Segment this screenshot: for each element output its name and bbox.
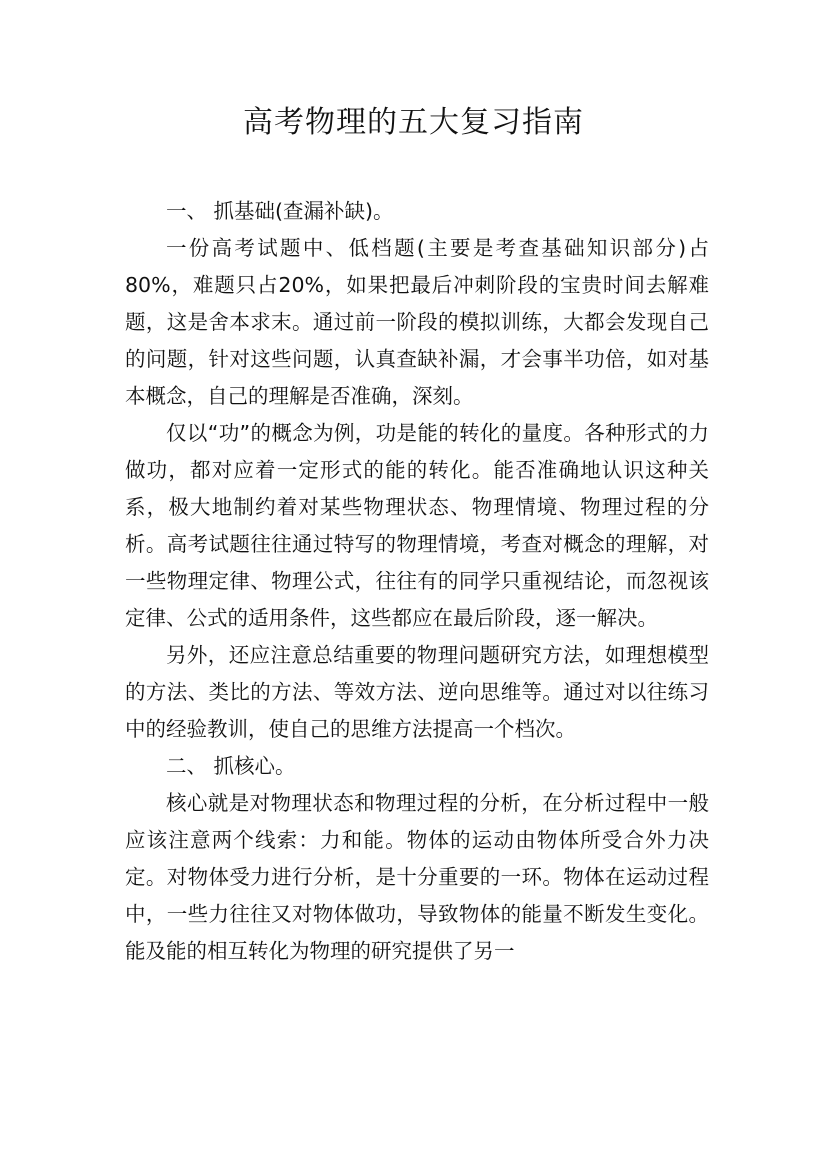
paragraph: 一份高考试题中、低档题(主要是考查基础知识部分)占80%，难题只占20%，如果把最后冲刺阶段的宝贵时间去解难题，这是舍本求末。通过前一阶段的模拟训练，大都会发现自己的问题，针对这些问题，认真查缺补漏，才会事半功倍，如对基本概念，自己的理解是否准确，深刻。 xyxy=(125,236,709,408)
paragraph: 核心就是对物理状态和物理过程的分析，在分析过程中一般应该注意两个线索：力和能。物体的运动由物体所受合外力决定。对物体受力进行分析，是十分重要的一环。物体在运动过程中，一些力往往又对物体做功，导致物体的能量不断发生变化。能及能的相互转化为物理的研究提供了另一 xyxy=(125,791,709,963)
section-heading-2: 二、 抓核心。 xyxy=(166,754,296,778)
document-body xyxy=(125,193,709,970)
section-heading-1: 一、 抓基础(查漏补缺)。 xyxy=(166,199,394,223)
paragraph: 另外，还应注意总结重要的物理问题研究方法，如理想模型的方法、类比的方法、等效方法、逆向思维等。通过对以往练习中的经验教训，使自己的思维方法提高一个档次。 xyxy=(125,643,709,741)
paragraph: 仅以“功”的概念为例，功是能的转化的量度。各种形式的力做功，都对应着一定形式的能的转化。能否准确地认识这种关系，极大地制约着对某些物理状态、物理情境、物理过程的分析。高考试题往往通过特写的物理情境，考查对概念的理解，对一些物理定律、物理公式，往往有的同学只重视结论，而忽视该定律、公式的适用条件，这些都应在最后阶段，逐一解决。 xyxy=(125,421,709,630)
document-title: 高考物理的五大复习指南 xyxy=(243,105,584,140)
